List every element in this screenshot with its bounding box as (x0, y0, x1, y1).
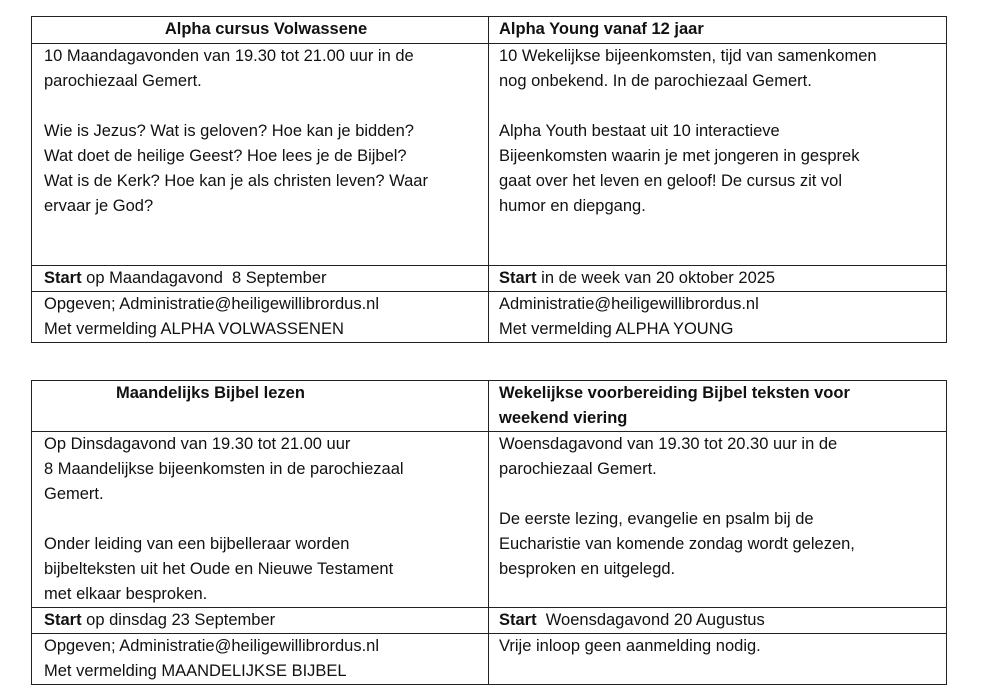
alpha-adults-header: Alpha cursus Volwassene (32, 17, 489, 44)
start-label: Start (499, 611, 537, 629)
monthly-bible-header (32, 381, 489, 432)
weekly-bible-start (489, 608, 947, 634)
signup-line: Met vermelding ALPHA YOUNG (499, 320, 734, 338)
alpha-young-header: Alpha Young vanaf 12 jaar (489, 17, 947, 44)
description-line: De eerste lezing, evangelie en psalm bij de (499, 510, 814, 528)
monthly-bible-description (32, 432, 489, 608)
start-label: Start (44, 611, 82, 629)
start-date: op Maandagavond 8 September (81, 269, 327, 287)
description-line: 10 Maandagavonden van 19.30 tot 21.00 uur in de (44, 47, 414, 65)
signup-line: Met vermelding MAANDELIJKSE BIJBEL (44, 662, 347, 680)
description-line: Bijeenkomsten waarin je met jongeren in gesprek (499, 147, 860, 165)
weekly-bible-signup (489, 634, 947, 685)
signup-line: Vrije inloop geen aanmelding nodig. (499, 637, 761, 655)
description-line: besproken en uitgelegd. (499, 560, 676, 578)
description-line: Woensdagavond van 19.30 tot 20.30 uur in de (499, 435, 838, 453)
monthly-bible-start (32, 608, 489, 634)
start-label: Start (44, 269, 82, 287)
description-line: Gemert. (44, 485, 104, 503)
description-line: ervaar je God? (44, 197, 154, 215)
header-text: Maandelijks Bijbel lezen (116, 384, 305, 402)
description-line: Wat doet de heilige Geest? Hoe lees je de Bijbel? (44, 147, 407, 165)
start-date: op dinsdag 23 September (81, 611, 276, 629)
alpha-adults-start (32, 266, 489, 292)
description-line: Wat is de Kerk? Hoe kan je als christen leven? Waar (44, 172, 428, 190)
start-date: in de week van 20 oktober 2025 (536, 269, 776, 287)
alpha-young-signup (489, 292, 947, 343)
bible-reading-table (31, 380, 947, 685)
header-line: weekend viering (499, 409, 628, 427)
description-line: gaat over het leven en geloof! De cursus zit vol (499, 172, 843, 190)
description-line: bijbelteksten uit het Oude en Nieuwe Testament (44, 560, 394, 578)
description-line: 8 Maandelijkse bijeenkomsten in de parochiezaal (44, 460, 404, 478)
description-line: Eucharistie van komende zondag wordt gelezen, (499, 535, 855, 553)
header-line: Wekelijkse voorbereiding Bijbel teksten voor (499, 384, 850, 402)
alpha-young-start (489, 266, 947, 292)
alpha-adults-description (32, 44, 489, 266)
monthly-bible-signup (32, 634, 489, 685)
start-label: Start (499, 269, 537, 287)
alpha-young-description (489, 44, 947, 266)
start-date: Woensdagavond 20 Augustus (536, 611, 765, 629)
weekly-bible-header (489, 381, 947, 432)
description-line: Onder leiding van een bijbelleraar worden (44, 535, 350, 553)
signup-line: Administratie@heiligewillibrordus.nl (499, 295, 759, 313)
description-line: humor en diepgang. (499, 197, 646, 215)
weekly-bible-description (489, 432, 947, 608)
description-line: Op Dinsdagavond van 19.30 tot 21.00 uur (44, 435, 351, 453)
description-line: nog onbekend. In de parochiezaal Gemert. (499, 72, 812, 90)
description-line: parochiezaal Gemert. (499, 460, 657, 478)
signup-line: Opgeven; Administratie@heiligewillibrordus.nl (44, 295, 379, 313)
description-line: parochiezaal Gemert. (44, 72, 202, 90)
description-line: Alpha Youth bestaat uit 10 interactieve (499, 122, 780, 140)
signup-line: Opgeven; Administratie@heiligewillibrordus.nl (44, 637, 379, 655)
description-line: Wie is Jezus? Wat is geloven? Hoe kan je bidden? (44, 122, 414, 140)
signup-line: Met vermelding ALPHA VOLWASSENEN (44, 320, 344, 338)
description-line: 10 Wekelijkse bijeenkomsten, tijd van samenkomen (499, 47, 877, 65)
description-line: met elkaar besproken. (44, 585, 208, 603)
alpha-courses-table (31, 16, 947, 343)
alpha-adults-signup (32, 292, 489, 343)
